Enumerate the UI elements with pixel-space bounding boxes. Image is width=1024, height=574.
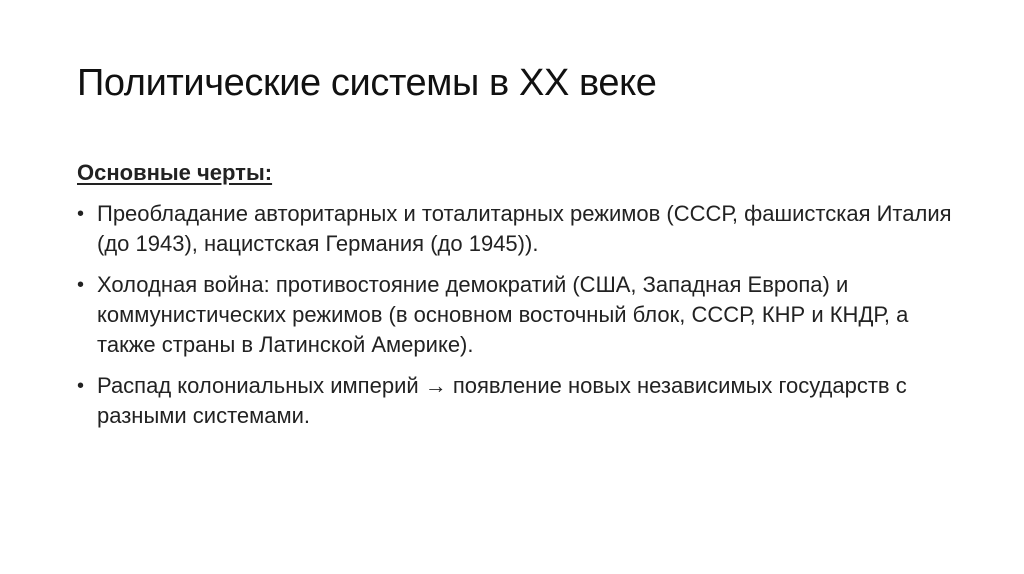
slide-title: Политические системы в XX веке (77, 62, 657, 104)
bullet-item (77, 371, 957, 431)
section-subheading: Основные черты: (77, 160, 273, 185)
bullet-text: Распад колониальных империй → появление новых независимых государств с разными системами. (97, 373, 907, 428)
bullet-list (77, 199, 957, 431)
bullet-icon: • (77, 375, 85, 397)
bullet-item (77, 199, 957, 259)
slide-content (77, 154, 957, 442)
bullet-icon: • (77, 203, 85, 225)
bullet-text: Преобладание авторитарных и тоталитарных режимов (СССР, фашистская Италия (до 1943), нацистская Германия (до 1945)). (97, 201, 952, 256)
bullet-text: Холодная война: противостояние демократий (США, Западная Европа) и коммунистических режимов (в основном восточный блок, СССР, КНР и КНДР, а также страны в Латинской Америке). (97, 272, 909, 357)
bullet-icon: • (77, 274, 85, 296)
bullet-item (77, 270, 957, 360)
